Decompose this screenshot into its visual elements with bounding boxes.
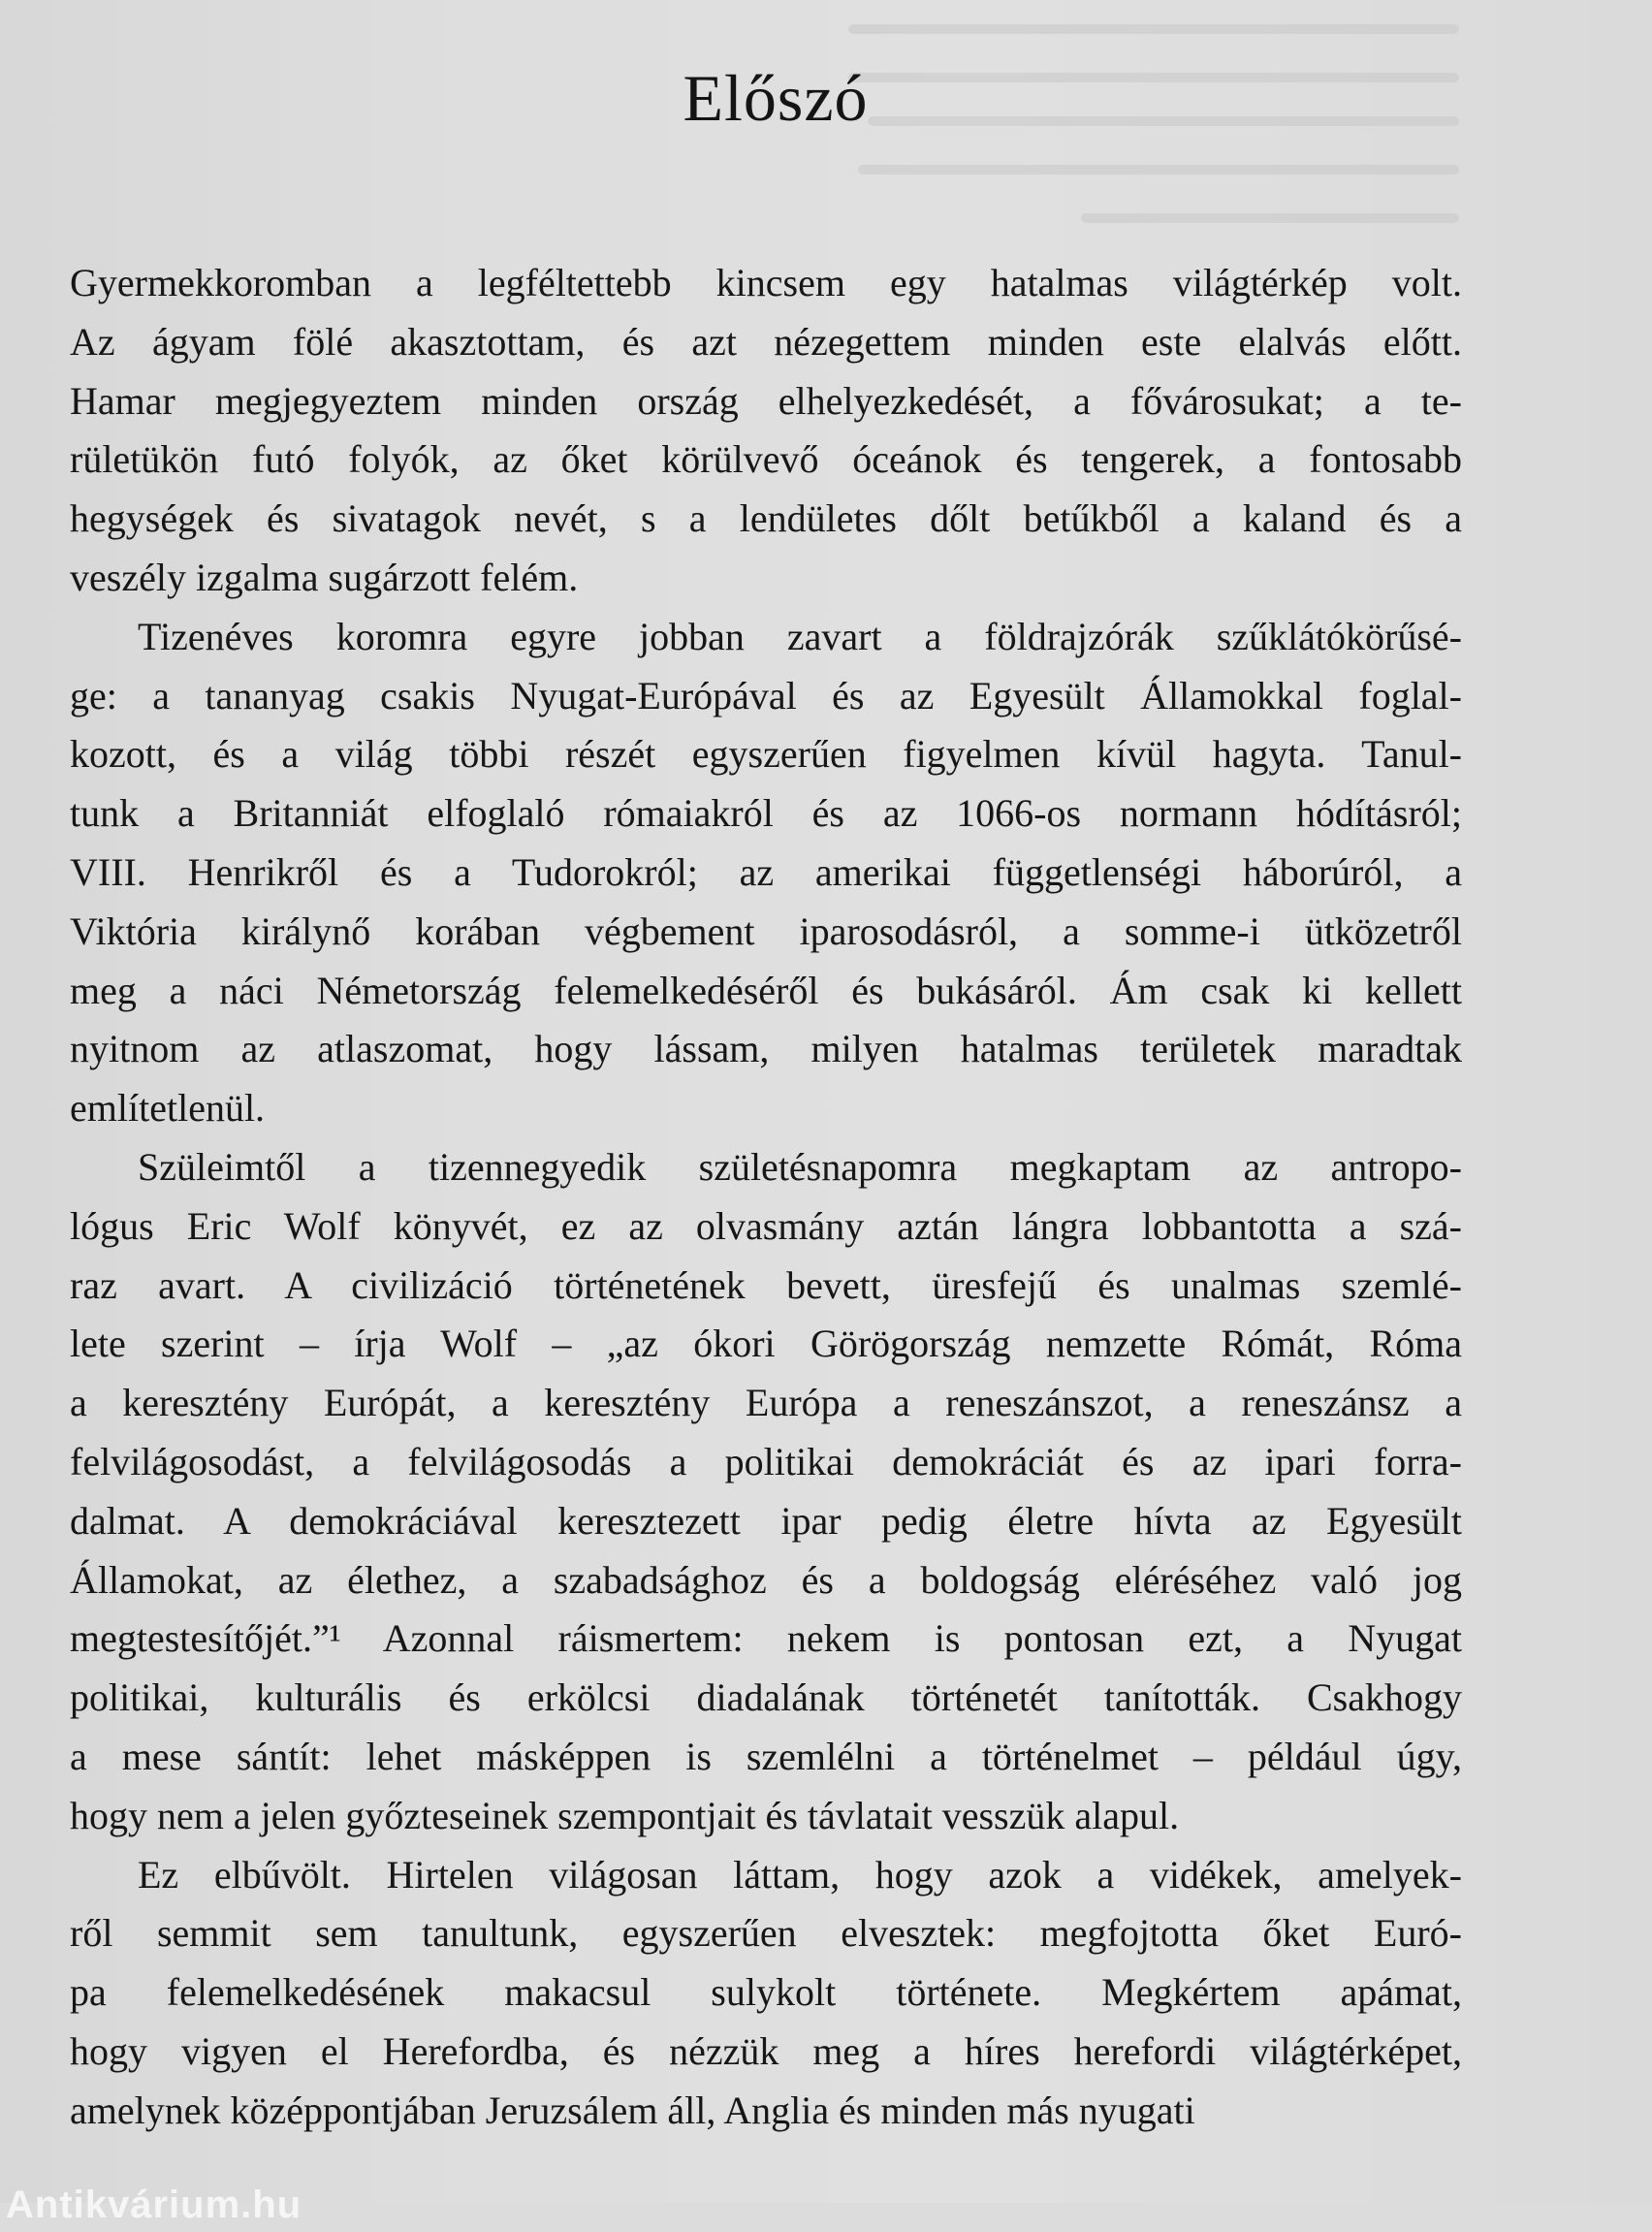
text-line: Hamar megjegyeztem minden ország elhelyezkedését, a fővárosukat; a te- bbox=[70, 378, 1462, 423]
text-line: raz avart. A civilizáció történetének bevett, üresfejű és unalmas szemlé- bbox=[70, 1262, 1462, 1307]
text-line: hogy nem a jelen győzteseinek szempontjait és távlatait vesszük alapul. bbox=[70, 1793, 1180, 1837]
text-line: Az ágyam fölé akasztottam, és azt nézegettem minden este elalvás előtt. bbox=[70, 319, 1462, 364]
text-line: felvilágosodást, a felvilágosodás a politikai demokráciát és az ipari forra- bbox=[70, 1439, 1462, 1483]
text-line: veszély izgalma sugárzott felém. bbox=[70, 555, 579, 599]
page-title: Előszó bbox=[683, 61, 869, 135]
text-line: Viktória királynő korában végbement iparosodásról, a somme-i ütközetről bbox=[70, 909, 1462, 953]
text-line: rületükön futó folyók, az őket körülvevő óceánok és tengerek, a fontosabb bbox=[70, 437, 1462, 482]
paragraph bbox=[70, 608, 1462, 1138]
text-line: Ez elbűvölt. Hirtelen világosan láttam, hogy azok a vidékek, amelyek- bbox=[138, 1852, 1462, 1897]
text-line: megtestesítőjét.”¹ Azonnal ráismertem: nekem is pontosan ezt, a Nyugat bbox=[70, 1616, 1462, 1661]
text-line: ről semmit sem tanultunk, egyszerűen elvesztek: megfojtotta őket Euró- bbox=[70, 1911, 1462, 1956]
body-text bbox=[70, 254, 1462, 2141]
paragraph bbox=[70, 1846, 1462, 2141]
text-line: politikai, kulturális és erkölcsi diadalának történetét tanították. Csakhogy bbox=[70, 1675, 1462, 1720]
text-line: dalmat. A demokráciával keresztezett ipar pedig életre hívta az Egyesült bbox=[70, 1498, 1462, 1543]
text-line: említetlenül. bbox=[70, 1086, 266, 1131]
text-line: kozott, és a világ többi részét egyszerűen figyelmen kívül hagyta. Tanul- bbox=[70, 732, 1462, 777]
text-line: meg a náci Németország felemelkedéséről és bukásáról. Ám csak ki kellett bbox=[70, 968, 1462, 1012]
paragraph bbox=[70, 254, 1462, 608]
text-line: lete szerint – írja Wolf – „az ókori Görögország nemzette Rómát, Róma bbox=[70, 1322, 1462, 1366]
text-line: a mese sántít: lehet másképpen is szemlélni a történelmet – például úgy, bbox=[70, 1734, 1462, 1778]
text-line: Államokat, az élethez, a szabadsághoz és a boldogság eléréséhez való jog bbox=[70, 1557, 1462, 1602]
paragraph bbox=[70, 1138, 1462, 1846]
text-line: Gyermekkoromban a legféltettebb kincsem egy hatalmas világtérkép volt. bbox=[70, 261, 1462, 304]
text-line: ge: a tananyag csakis Nyugat-Európával és az Egyesült Államokkal foglal- bbox=[70, 673, 1462, 717]
text-line: tunk a Britanniát elfoglaló rómaiakról és az 1066-os normann hódításról; bbox=[70, 791, 1462, 836]
text-line: pa felemelkedésének makacsul sulykolt története. Megkértem apámat, bbox=[70, 1970, 1462, 2015]
text-line: VIII. Henrikről és a Tudorokról; az amerikai függetlenségi háborúról, a bbox=[70, 849, 1462, 894]
text-line: nyitnom az atlaszomat, hogy lássam, milyen hatalmas területek maradtak bbox=[70, 1027, 1462, 1071]
text-line: lógus Eric Wolf könyvét, ez az olvasmány aztán lángra lobbantotta a szá- bbox=[70, 1203, 1462, 1248]
watermark-text: Antikvárium.hu bbox=[6, 2184, 302, 2226]
text-line: amelynek középpontjában Jeruzsálem áll, Anglia és minden más nyugati bbox=[70, 2088, 1195, 2132]
text-line: Szüleimtől a tizennegyedik születésnapomra megkaptam az antropo- bbox=[138, 1144, 1462, 1189]
text-line: Tizenéves koromra egyre jobban zavart a földrajzórák szűklátókörűsé- bbox=[138, 614, 1462, 658]
text-line: hegységek és sivatagok nevét, s a lendületes dőlt betűkből a kaland és a bbox=[70, 496, 1462, 541]
text-line: a keresztény Európát, a keresztény Európa a reneszánszot, a reneszánsz a bbox=[70, 1381, 1462, 1425]
text-line: hogy vigyen el Herefordba, és nézzük meg a híres herefordi világtérképet, bbox=[70, 2028, 1462, 2073]
